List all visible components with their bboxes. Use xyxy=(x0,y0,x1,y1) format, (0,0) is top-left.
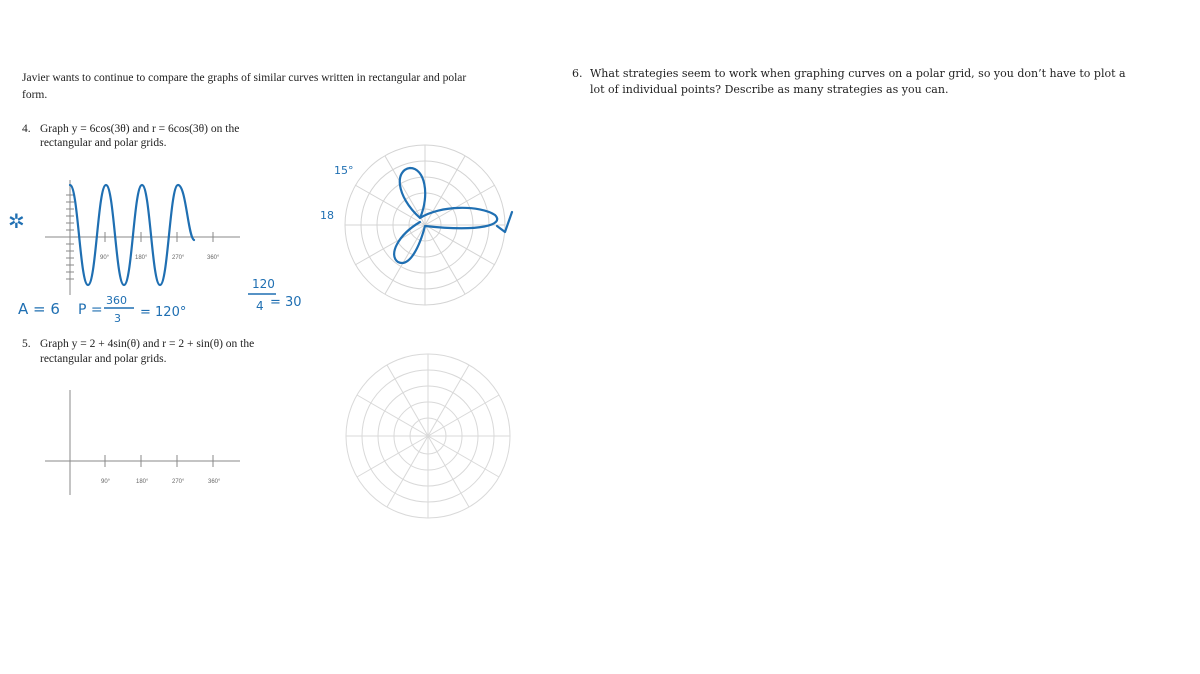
star-mark: ✲ xyxy=(8,209,25,233)
q5-tick-360: 360° xyxy=(208,479,221,485)
division-numerator: 120 xyxy=(252,277,275,291)
question-5-line-2: rectangular and polar grids. xyxy=(40,353,167,365)
q5-tick-180: 180° xyxy=(136,479,149,485)
question-4-line-1: Graph y = 6cos(3θ) and r = 6cos(3θ) on the xyxy=(40,123,240,135)
q4-tick-270: 270° xyxy=(172,255,185,261)
question-6-line-2: lot of individual points? Describe as many strategies as you can. xyxy=(590,83,949,96)
period-numerator: 360 xyxy=(106,294,127,307)
polar-label-15: 15° xyxy=(334,164,354,177)
division-denominator: 4 xyxy=(256,299,264,313)
question-4-number: 4. xyxy=(22,123,31,135)
period-result: = 120° xyxy=(140,305,187,320)
question-6-line-1: What strategies seem to work when graphing curves on a polar grid, so you don’t have to plot a xyxy=(590,67,1126,80)
q5-tick-90: 90° xyxy=(101,479,111,485)
question-5-line-1: Graph y = 2 + 4sin(θ) and r = 2 + sin(θ) on the xyxy=(40,338,255,350)
q4-tick-360: 360° xyxy=(207,255,220,261)
polar-label-18: 18 xyxy=(320,209,334,222)
polar-grid-q5 xyxy=(346,354,510,518)
amplitude-note: A = 6 xyxy=(18,300,60,318)
question-6-number: 6. xyxy=(572,67,583,80)
intro-line-2: form. xyxy=(22,89,48,101)
q4-cosine-sketch xyxy=(70,185,194,285)
question-4-line-2: rectangular and polar grids. xyxy=(40,137,167,149)
intro-line-1: Javier wants to continue to compare the graphs of similar curves written in rectangular and polar xyxy=(22,72,467,84)
period-label: P = xyxy=(78,302,103,318)
period-denominator: 3 xyxy=(114,312,121,325)
q4-tick-90: 90° xyxy=(100,255,110,261)
q5-tick-270: 270° xyxy=(172,479,185,485)
q4-tick-180: 180° xyxy=(135,255,148,261)
division-result: = 30 xyxy=(270,295,302,310)
question-5-number: 5. xyxy=(22,338,31,350)
